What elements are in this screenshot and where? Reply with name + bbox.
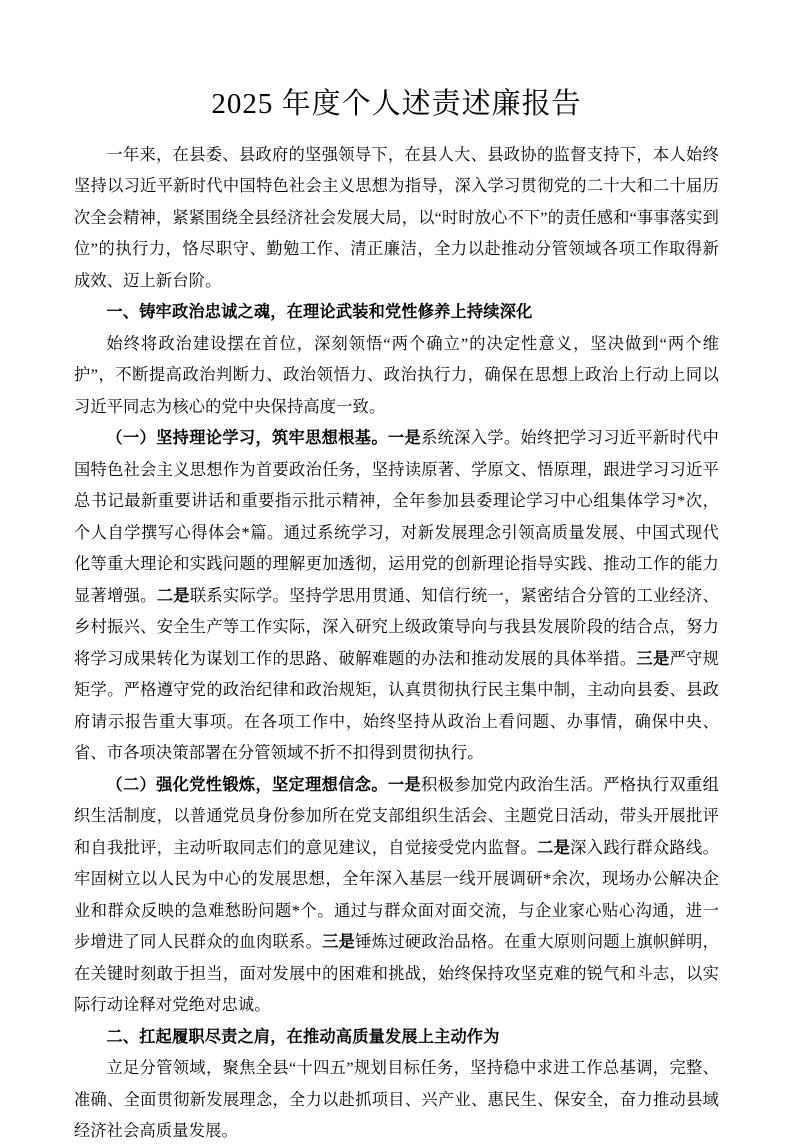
text-run: 联系实际学。坚持学思用贯通、知信行统一，紧密结合分管的工业经济、乡村振兴、安全生产等工作实际，深入研究上级政策导向与我县发展阶段的结合点，努力将学习成果转化为谋划工作的思路、破解难题的办法和推动发展的具体举措。 bbox=[74, 586, 720, 668]
text-run-bold: 三是 bbox=[322, 933, 356, 952]
body-paragraph bbox=[74, 770, 719, 1022]
text-run: 深入践行群众路线。牢固树立以人民为中心的发展思想，全年深入基层一线开展调研*余次，现场办公解决企业和群众反映的急难愁盼问题*个。通过与群众面对面交流，与企业家心贴心沟通，进一步增进了同人民群众的血肉联系。 bbox=[74, 838, 719, 952]
text-run-bold: （一）坚持理论学习，筑牢思想根基。一是 bbox=[106, 429, 422, 448]
text-run: 立足分管领域，聚焦全县“十四五”规划目标任务，坚持稳中求进工作总基调，完整、准确、全面贯彻新发展理念，全力以赴抓项目、兴产业、惠民生、保安全，奋力推动县域经济社会高质量发展。 bbox=[74, 1059, 719, 1141]
section-heading bbox=[74, 297, 719, 329]
text-run: 严守规矩学。严格遵守党的政治纪律和政治规矩，认真贯彻执行民主集中制，主动向县委、县政府请示报告重大事项。在各项工作中，始终坚持从政治上看问题、办事情，确保中央、省、市各项决策部署在分管领域不折不扣得到贯彻执行。 bbox=[74, 649, 719, 763]
section-heading bbox=[74, 1022, 719, 1054]
text-run: 始终将政治建设摆在首位，深刻领悟“两个确立”的决定性意义，坚决做到“两个维护”，不断提高政治判断力、政治领悟力、政治执行力，确保在思想上政治上行动上同以习近平同志为核心的党中央保持高度一致。 bbox=[74, 334, 719, 416]
page-title: 2025 年度个人述责述廉报告 bbox=[211, 88, 582, 120]
text-run: 锤炼过硬政治品格。在重大原则问题上旗帜鲜明，在关键时刻敢于担当，面对发展中的困难和挑战，始终保持攻坚克难的锐气和斗志，以实际行动诠释对党绝对忠诚。 bbox=[74, 933, 720, 1015]
text-run-bold: 二是 bbox=[156, 586, 190, 605]
body-paragraph bbox=[74, 1053, 719, 1148]
text-run-bold: 一、铸牢政治忠诚之魂，在理论武装和党性修养上持续深化 bbox=[106, 303, 533, 322]
body-paragraph bbox=[74, 329, 719, 424]
text-run-bold: 三是 bbox=[636, 649, 670, 668]
text-run-bold: 二是 bbox=[537, 838, 571, 857]
text-run: 系统深入学。始终把学习习近平新时代中国特色社会主义思想作为首要政治任务，坚持读原著、学原文、悟原理，跟进学习习近平总书记最新重要讲话和重要指示批示精神，全年参加县委理论学习中心组集体学习*次，个人自学撰写心得体会*篇。通过系统学习，对新发展理念引领高质量发展、中国式现代化等重大理论和实践问题的理解更加透彻，运用党的创新理论指导实践、推动工作的能力显著增强。 bbox=[74, 429, 719, 605]
text-run-bold: 二、扛起履职尽责之肩，在推动高质量发展上主动作为 bbox=[106, 1027, 500, 1046]
text-run: 积极参加党内政治生活。严格执行双重组织生活制度，以普通党员身份参加所在党支部组织生活会、主题党日活动，带头开展批评和自我批评，主动听取同志们的意见建议，自觉接受党内监督。 bbox=[74, 775, 719, 857]
document-body bbox=[74, 140, 719, 1148]
body-paragraph bbox=[74, 423, 719, 770]
body-paragraph bbox=[74, 140, 719, 298]
text-run-bold: （二）强化党性锻炼，坚定理想信念。一是 bbox=[106, 775, 422, 794]
text-run: 一年来，在县委、县政府的坚强领导下，在县人大、县政协的监督支持下，本人始终坚持以习近平新时代中国特色社会主义思想为指导，深入学习贯彻党的二十大和二十届历次全会精神，紧紧围绕全县经济社会发展大局，以“时时放心不下”的责任感和“事事落实到位”的执行力，恪尽职守、勤勉工作、清正廉洁，全力以赴推动分管领域各项工作取得新成效、迈上新台阶。 bbox=[74, 145, 719, 290]
